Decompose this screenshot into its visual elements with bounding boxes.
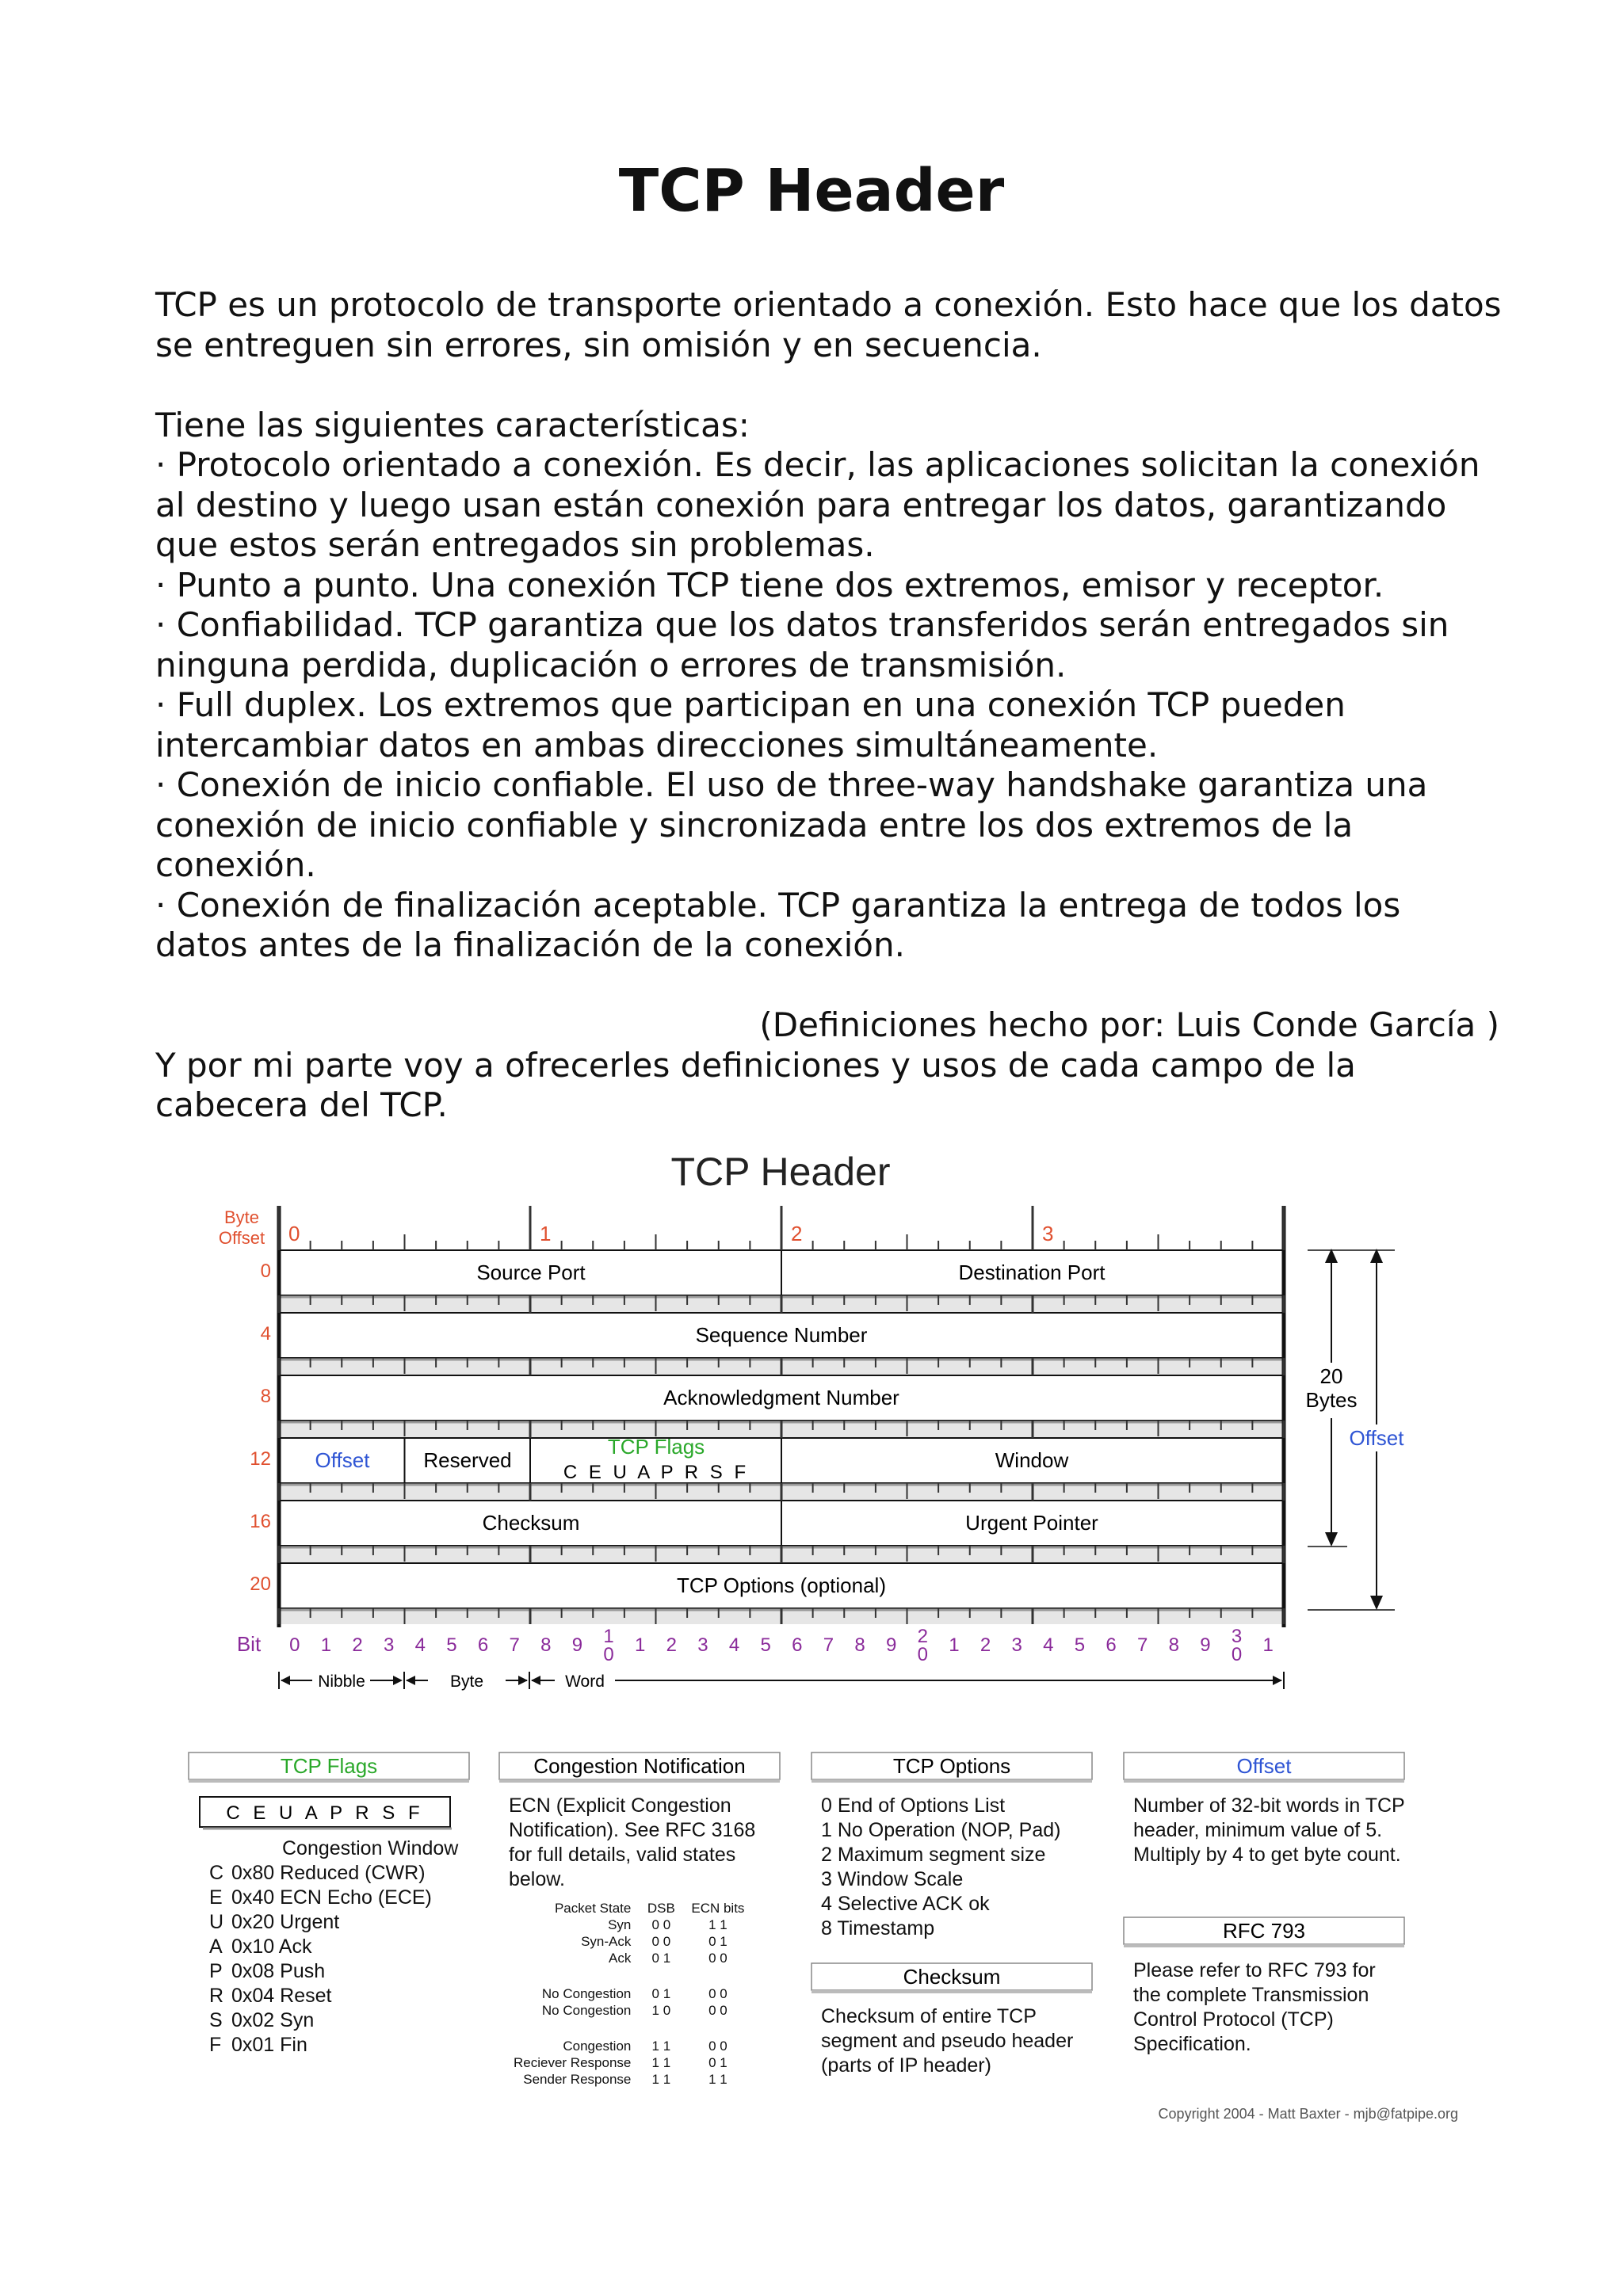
features-intro: Tiene las siguientes características:	[155, 405, 750, 444]
row-offset: 0	[260, 1261, 271, 1282]
row-offset: 12	[250, 1448, 271, 1470]
rfc-panel-body	[1133, 1958, 1407, 2057]
byte-mark: 1	[540, 1222, 552, 1245]
bit-number: 5	[760, 1634, 771, 1656]
ecn-row: No Congestion 1 0 0 0	[541, 2003, 727, 2018]
bit-number: 1	[603, 1626, 614, 1647]
ecn-row: Ack 0 1 0 0	[609, 1951, 727, 1966]
ecn-row: Syn-Ack 0 0 0 1	[581, 1934, 727, 1949]
bit-number: 7	[509, 1634, 520, 1656]
bit-number: 4	[414, 1634, 426, 1656]
byte-mark: 2	[791, 1222, 803, 1245]
row-offset: 16	[250, 1511, 271, 1532]
rfc-panel-header: RFC 793	[1222, 1919, 1306, 1943]
ecn-col-header: DSB	[647, 1901, 675, 1916]
bit-number: 0	[603, 1644, 614, 1665]
bit-number: 3	[1231, 1626, 1243, 1647]
offset-panel-header: Offset	[1236, 1754, 1292, 1778]
field-tcp-options: TCP Options (optional)	[677, 1573, 886, 1597]
page-title: TCP Header	[618, 157, 1005, 225]
flag-item: C 0x80 Reduced (CWR)	[209, 1862, 426, 1884]
bit-number: 7	[1137, 1634, 1148, 1656]
scale-nibble: Nibble	[318, 1672, 365, 1691]
bytes-unit-label: Bytes	[1305, 1388, 1358, 1412]
ecn-row: Sender Response 1 1 1 1	[523, 2072, 727, 2087]
congestion-text: ECN (Explicit Congestion Notification). See RFC 3168 for full details, valid states below.	[509, 1794, 756, 1890]
copyright: Copyright 2004 - Matt Baxter - mjb@fatpipe.org	[1158, 2106, 1458, 2122]
feature-item: · Conexión de inicio confiable. El uso de three-way handshake garantiza una conexión de inicio confiable y sincronizada entre los dos extremos de la conexión.	[155, 765, 1428, 884]
rfc-text: Please refer to RFC 793 for the complete Transmission Control Protocol (TCP) Specification.	[1133, 1959, 1376, 2055]
bit-number: 6	[1106, 1634, 1117, 1656]
credit-line: (Definiciones hecho por: Luis Conde García )	[759, 1005, 1499, 1044]
bit-number: 4	[728, 1634, 740, 1656]
flag-item: F 0x01 Fin	[209, 2034, 307, 2056]
options-panel-header: TCP Options	[892, 1754, 1011, 1778]
field-flag-letters: C E U A P R S F	[563, 1462, 750, 1483]
bit-number: 2	[666, 1634, 677, 1656]
intro-paragraph: TCP es un protocolo de transporte orientado a conexión. Esto hace que los datos se entreguen sin errores, sin omisión y en secuencia.	[155, 285, 1502, 364]
bytes-count-label: 20	[1319, 1364, 1343, 1388]
row-offset: 4	[260, 1323, 271, 1344]
flag-list	[209, 1861, 471, 2058]
bit-number: 5	[1074, 1634, 1086, 1656]
ecn-row: No Congestion 0 1 0 0	[541, 1986, 727, 2001]
field-window: Window	[995, 1448, 1069, 1472]
flag-item: S 0x02 Syn	[209, 2009, 315, 2031]
ecn-row: Congestion 1 1 0 0	[563, 2039, 727, 2054]
body-text	[155, 285, 1503, 1126]
feature-item: · Confiabilidad. TCP garantiza que los datos transferidos serán entregados sin ninguna perdida, duplicación o errores de transmisión.	[155, 605, 1449, 685]
bit-number: 2	[917, 1626, 928, 1647]
bit-label: Bit	[236, 1632, 262, 1656]
offset-panel-body	[1133, 1794, 1407, 1867]
byte-mark: 0	[288, 1222, 300, 1245]
congestion-panel-body	[509, 1794, 782, 2088]
field-urgent-pointer: Urgent Pointer	[965, 1511, 1098, 1535]
field-reserved: Reserved	[423, 1448, 512, 1472]
option-item: 3 Window Scale	[821, 1868, 964, 1890]
ecn-row: Reciever Response 1 1 0 1	[514, 2055, 727, 2070]
field-ack-number: Acknowledgment Number	[663, 1386, 899, 1409]
scale-byte: Byte	[449, 1672, 484, 1691]
byte-offset-label: Byte	[223, 1207, 260, 1227]
bit-number: 3	[697, 1634, 708, 1656]
bit-number: 9	[1200, 1634, 1211, 1656]
feature-item: · Conexión de finalización aceptable. TCP garantiza la entrega de todos los datos antes de la finalización de la conexión.	[155, 885, 1401, 964]
flags-panel-body	[209, 1836, 471, 2058]
bit-number: 4	[1043, 1634, 1054, 1656]
feature-item: · Protocolo orientado a conexión. Es decir, las aplicaciones solicitan la conexión al destino y luego usan están conexión para entregar los datos, garantizando que estos serán entregados sin problemas.	[155, 445, 1480, 564]
bit-number: 1	[320, 1634, 332, 1656]
bit-number: 0	[289, 1634, 300, 1656]
flags-box-letters: C E U A P R S F	[226, 1802, 424, 1824]
flags-panel-header: TCP Flags	[280, 1754, 378, 1778]
bit-number: 0	[1231, 1644, 1243, 1665]
bit-number: 2	[980, 1634, 991, 1656]
flag-item: U 0x20 Urgent	[209, 1911, 340, 1933]
checksum-text: Checksum of entire TCP segment and pseudo header (parts of IP header)	[821, 2005, 1074, 2077]
ecn-row: Syn 0 0 1 1	[608, 1917, 727, 1932]
ecn-col-header: ECN bits	[691, 1901, 745, 1916]
options-panel-body	[821, 1794, 1094, 1941]
offset-text: Number of 32-bit words in TCP header, minimum value of 5. Multiply by 4 to get byte count.	[1133, 1794, 1405, 1866]
bit-number: 1	[1262, 1634, 1274, 1656]
bit-number: 1	[949, 1634, 960, 1656]
bit-number: 0	[917, 1644, 928, 1665]
bit-number: 3	[384, 1634, 395, 1656]
bit-number: 1	[635, 1634, 646, 1656]
field-checksum: Checksum	[482, 1511, 580, 1535]
bit-number: 7	[823, 1634, 834, 1656]
field-destination-port: Destination Port	[958, 1261, 1106, 1284]
scale-word: Word	[565, 1672, 605, 1691]
bit-number: 8	[540, 1634, 552, 1656]
byte-mark: 3	[1042, 1222, 1054, 1245]
bit-number: 3	[1011, 1634, 1022, 1656]
scale-legend	[279, 1672, 1284, 1691]
field-tcp-flags: TCP Flags	[607, 1435, 705, 1459]
option-item: 0 End of Options List	[821, 1794, 1006, 1817]
bit-number: 6	[792, 1634, 803, 1656]
header-grid	[279, 1206, 1284, 1627]
bit-number: 6	[477, 1634, 489, 1656]
flag-item: R 0x04 Reset	[209, 1985, 332, 2007]
flag-item: A 0x10 Ack	[209, 1936, 312, 1958]
bit-number: 8	[1168, 1634, 1179, 1656]
option-item: 4 Selective ACK ok	[821, 1893, 990, 1915]
flags-subtitle: Congestion Window	[282, 1837, 459, 1859]
field-source-port: Source Port	[476, 1261, 586, 1284]
congestion-panel-header: Congestion Notification	[533, 1754, 746, 1778]
closing-paragraph: Y por mi parte voy a ofrecerles definiciones y usos de cada campo de la cabecera del TCP.	[155, 1045, 1356, 1124]
diagram-title: TCP Header	[670, 1150, 891, 1194]
checksum-panel-header: Checksum	[903, 1965, 1001, 1989]
field-sequence-number: Sequence Number	[695, 1323, 868, 1347]
bit-number: 9	[571, 1634, 583, 1656]
flag-item: P 0x08 Push	[209, 1960, 326, 1982]
option-item: 8 Timestamp	[821, 1917, 935, 1939]
field-offset: Offset	[315, 1448, 370, 1472]
bit-number: 8	[854, 1634, 865, 1656]
byte-offset-label: Offset	[218, 1228, 265, 1248]
offset-side-label: Offset	[1349, 1426, 1404, 1450]
ecn-col-header: Packet State	[554, 1901, 632, 1916]
flag-item: E 0x40 ECN Echo (ECE)	[209, 1886, 432, 1909]
bit-number: 5	[446, 1634, 457, 1656]
tcp-header-diagram	[0, 1133, 1623, 2147]
row-offset: 8	[260, 1386, 271, 1407]
ecn-table	[509, 1900, 749, 2088]
option-item: 2 Maximum segment size	[821, 1844, 1046, 1866]
feature-item: · Punto a punto. Una conexión TCP tiene dos extremos, emisor y receptor.	[155, 565, 1384, 605]
option-item: 1 No Operation (NOP, Pad)	[821, 1819, 1061, 1841]
checksum-panel-body	[821, 2004, 1094, 2078]
bit-number: 9	[886, 1634, 897, 1656]
row-offset: 20	[250, 1573, 271, 1595]
feature-item: · Full duplex. Los extremos que participan en una conexión TCP pueden intercambiar datos en ambas direcciones simultáneamente.	[155, 685, 1346, 765]
bit-number: 2	[352, 1634, 363, 1656]
